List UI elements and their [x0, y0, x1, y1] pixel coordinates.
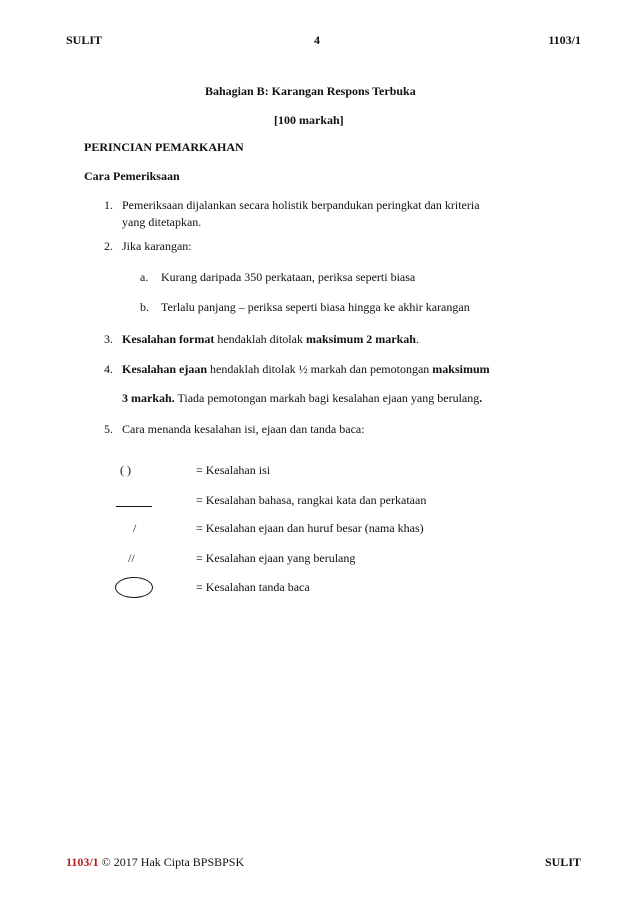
footer-code: 1103/1 — [66, 855, 99, 869]
item-3-number: 3. — [104, 332, 113, 346]
item-4-line2-end: . — [479, 391, 483, 405]
item-3-bold-max: maksimum 2 markah — [305, 332, 416, 346]
legend-desc-isi: = Kesalahan isi — [196, 463, 271, 477]
item-4-bold-max: maksimum — [432, 362, 490, 376]
legend-desc-ejaan-berulang: = Kesalahan ejaan yang berulang — [196, 551, 356, 565]
legend-symbol-underline — [116, 506, 152, 507]
item-1-line2: yang ditetapkan. — [122, 215, 202, 229]
item-4-bold-3markah: 3 markah. — [122, 391, 175, 405]
legend-symbol-brackets: ( ) — [120, 463, 131, 477]
item-3-mid: hendaklah ditolak — [214, 332, 306, 346]
item-4-line2 — [122, 391, 482, 406]
legend-symbol-double-slash: // — [128, 551, 135, 565]
section-marks: [100 markah] — [274, 113, 344, 127]
legend-symbol-slash: / — [133, 521, 137, 535]
item-2-number: 2. — [104, 239, 113, 253]
footer-right: SULIT — [544, 855, 581, 869]
page-number: 4 — [314, 33, 320, 47]
header-left: SULIT — [66, 33, 103, 47]
legend-desc-tanda-baca: = Kesalahan tanda baca — [196, 580, 310, 594]
item-3-end: . — [415, 332, 419, 346]
footer-left — [66, 855, 244, 870]
item-5-text: Cara menanda kesalahan isi, ejaan dan tanda baca: — [122, 422, 365, 436]
item-1-line1: Pemeriksaan dijalankan secara holistik berpandukan peringkat dan kriteria — [122, 198, 480, 212]
heading-perincian: PERINCIAN PEMARKAHAN — [84, 140, 244, 154]
item-4-number: 4. — [104, 362, 113, 376]
item-3-text — [122, 332, 419, 347]
item-2b-text: Terlalu panjang – periksa seperti biasa hingga ke akhir karangan — [161, 300, 470, 314]
item-1-text — [122, 198, 480, 230]
item-3-bold-format: Kesalahan format — [122, 332, 215, 346]
item-2a-text: Kurang daripada 350 perkataan, periksa seperti biasa — [161, 270, 416, 284]
legend-symbol-oval — [115, 577, 153, 598]
item-4-mid: hendaklah ditolak ½ markah dan pemotongan — [207, 362, 433, 376]
footer-copyright: © 2017 Hak Cipta BPSBPSK — [98, 855, 245, 869]
item-2-text: Jika karangan: — [122, 239, 192, 253]
item-4-bold-ejaan: Kesalahan ejaan — [122, 362, 208, 376]
section-title: Bahagian B: Karangan Respons Terbuka — [205, 84, 416, 98]
item-2b-label: b. — [140, 300, 149, 314]
item-4-line2-rest: Tiada pemotongan markah bagi kesalahan ejaan yang berulang — [174, 391, 480, 405]
legend-desc-bahasa: = Kesalahan bahasa, rangkai kata dan perkataan — [196, 493, 427, 507]
item-1-number: 1. — [104, 198, 113, 212]
header-right: 1103/1 — [548, 33, 581, 47]
legend-desc-ejaan: = Kesalahan ejaan dan huruf besar (nama khas) — [196, 521, 424, 535]
item-4-line1 — [122, 362, 490, 377]
item-5-number: 5. — [104, 422, 113, 436]
item-2a-label: a. — [140, 270, 149, 284]
heading-cara-pemeriksaan: Cara Pemeriksaan — [84, 169, 180, 183]
